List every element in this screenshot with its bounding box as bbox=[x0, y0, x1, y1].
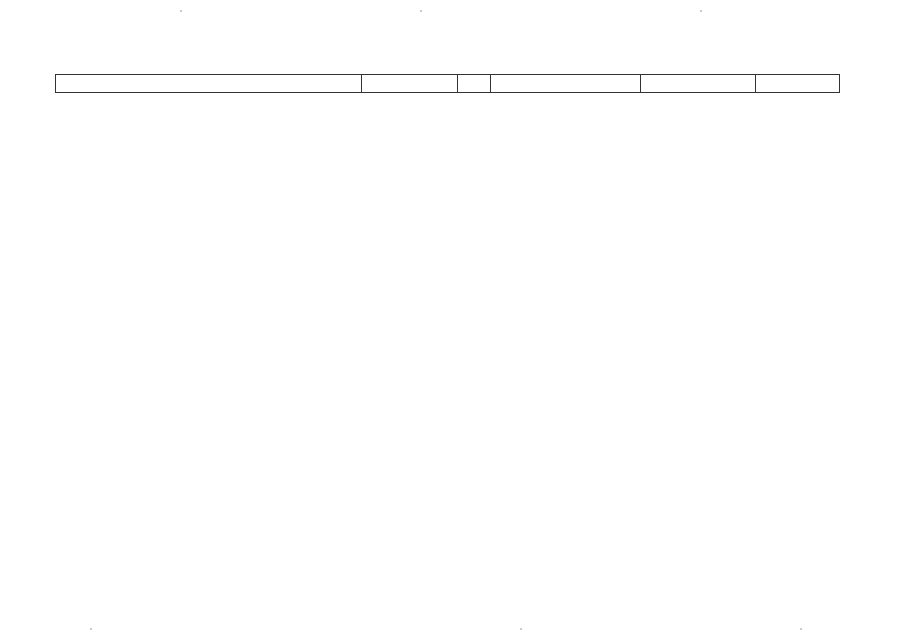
scan-speck bbox=[800, 628, 802, 630]
scan-speck bbox=[180, 10, 182, 12]
header-col-5 bbox=[641, 75, 757, 92]
scan-speck bbox=[520, 628, 522, 630]
header-col-2 bbox=[362, 75, 458, 92]
header-col-6 bbox=[756, 75, 839, 92]
header-col-3 bbox=[458, 75, 491, 92]
header-col-4 bbox=[491, 75, 641, 92]
scan-speck bbox=[90, 628, 92, 630]
scan-speck bbox=[420, 10, 422, 12]
table-header bbox=[55, 74, 840, 93]
scan-speck bbox=[700, 10, 702, 12]
header-col-1 bbox=[56, 75, 362, 92]
